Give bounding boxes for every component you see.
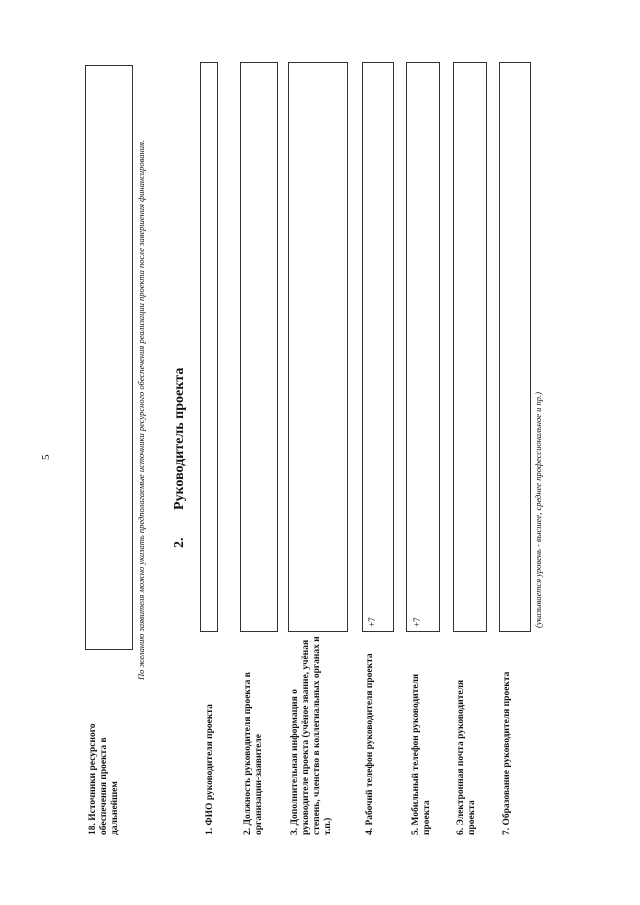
field-18-input[interactable] [85, 65, 133, 650]
section-title: Руководитель проекта [172, 367, 187, 510]
field-position-label: 2. Должность руководителя проекта в организации-заявителе [243, 672, 264, 835]
field-email-label: 6. Электронная почта руководителя проекта [456, 679, 477, 835]
field-fio-input[interactable] [200, 62, 218, 632]
field-mobile-phone-value: +7 [412, 617, 422, 627]
field-education-label: 7. Образование руководителя проекта [502, 671, 512, 835]
field-work-phone-input[interactable] [362, 62, 394, 632]
field-fio-label: 1. ФИО руководителя проекта [205, 704, 215, 835]
page-number: 5 [40, 454, 52, 460]
field-education-hint: (указывается уровень - высшее, среднее профессиональное и пр.) [533, 392, 543, 628]
field-education-input[interactable] [499, 62, 531, 632]
section-number: 2. [172, 537, 187, 548]
field-mobile-phone-input[interactable] [406, 62, 440, 632]
field-18-hint: По желанию заявителя можно указать предполагаемые источники ресурсного обеспечения реализации проекта после завершения финансирования. [136, 139, 146, 680]
field-mobile-phone-label: 5. Мобильный телефон руководителя проекта [411, 673, 432, 835]
field-additional-info-input[interactable] [288, 62, 348, 632]
field-work-phone-value: +7 [367, 617, 377, 627]
field-email-input[interactable] [453, 62, 487, 632]
field-work-phone-label: 4. Рабочий телефон руководителя проекта [365, 653, 375, 835]
field-position-input[interactable] [240, 62, 278, 632]
field-additional-info-label: 3. Дополнительная информация о руководителе проекта (учёное звание, учёная степень, членство в коллегиальных органах и т.п.) [290, 636, 333, 835]
field-18-label: 18. Источники ресурсного обеспечения проекта в дальнейшем [88, 723, 120, 835]
